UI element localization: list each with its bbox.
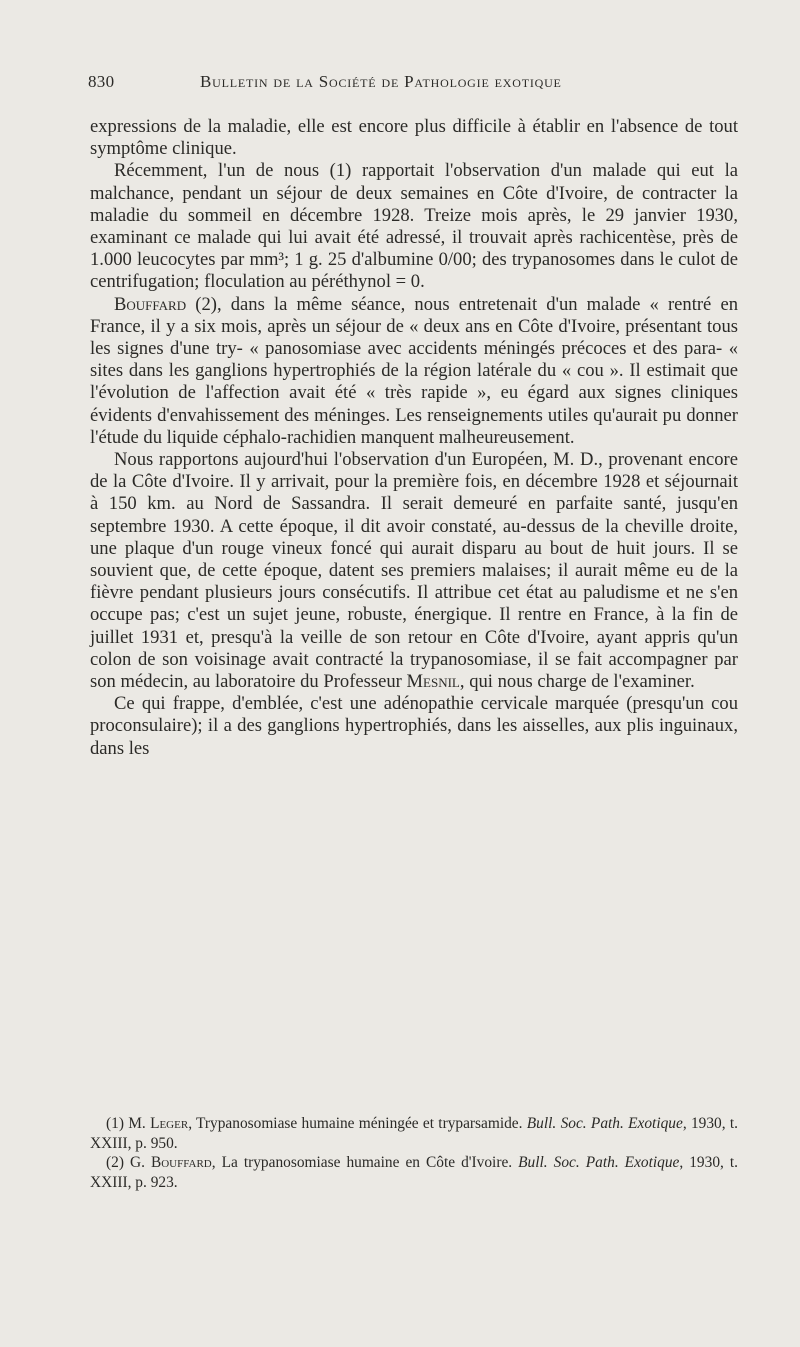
footnote-marker: (2) G. (106, 1154, 151, 1172)
page-number: 830 (88, 72, 115, 91)
paragraph-text: Ce qui frappe, d'emblée, c'est une adénopathie cervicale marquée (presqu'un cou proconsulaire); il a des ganglions hypertrophiés, dans les aisselles, aux plis inguinaux, dans les (90, 693, 738, 759)
paragraph-continued (90, 116, 738, 160)
paragraph-bouffard-case (90, 294, 738, 449)
footnote-author: Bouffard (150, 1154, 212, 1172)
paragraph-text: expressions de la maladie, elle est encore plus difficile à établir en l'absence de tout symptôme clinique. (90, 116, 738, 160)
footnotes (90, 1114, 738, 1192)
paragraph-leger-case (90, 160, 738, 293)
paragraph-text: , qui nous charge de l'examiner. (459, 671, 695, 693)
journal-title: Bulletin de la Société de Pathologie exotique (200, 72, 562, 91)
paragraph-text: Nous rapportons aujourd'hui l'observation d'un Européen, M. D., provenant encore de la Côte d'Ivoire. Il y arrivait, pour la première fois, en décembre 1928 et séjournait à 150 km. au Nord de Sassandra. Il serait demeuré en parfaite santé, jusqu'en septembre 1930. A cette époque, il dit avoir constaté, au-dessus de la cheville droite, une plaque d'un rouge vineux foncé qui aurait disparu au bout de huit jours. Il se souvient que, de cette époque, datent ses premiers malaises; il aurait même eu de la fièvre pendant plusieurs jours consécutifs. Il attribue cet état au paludisme et ne s'en occupe pas; c'est un sujet jeune, robuste, énergique. Il rentre en France, à la fin de juillet 1931 et, presqu'à la veille de son retour en Côte d'Ivoire, ayant appris qu'un colon de son voisinage avait contracté la trypanosomiase, il se fait accompagner par son médecin, au laboratoire du Professeur (90, 449, 738, 693)
footnote (90, 1153, 738, 1192)
footnote-journal: Bull. Soc. Path. Exotique (518, 1154, 680, 1172)
footnote-author: Leger (150, 1115, 189, 1132)
author-name: Bouffard (114, 293, 187, 315)
author-name: Mesnil (406, 671, 460, 693)
footnote-ref: , 1930, t. XXIII, p. 923. (90, 1154, 738, 1191)
paragraph-observation (90, 449, 738, 693)
body-text (90, 116, 738, 760)
footnote-journal: Bull. Soc. Path. Exotique (526, 1115, 683, 1132)
footnote-marker: (1) M. (106, 1115, 151, 1132)
paragraph-text: Récemment, l'un de nous (1) rapportait l'observation d'un malade qui eut la malchance, pendant un séjour de deux semaines en Côte d'Ivoire, de contracter la maladie du sommeil en décembre 1928. Treize mois après, le 29 janvier 1930, examinant ce malade qui lui avait été adressé, il trouvait après rachicentèse, près de 1.000 leucocytes par mm³; 1 g. 25 d'albumine 0/00; des trypanosomes dans le culot de centrifugation; floculation au péréthynol = 0. (90, 160, 738, 293)
paragraph-findings (90, 693, 738, 760)
paragraph-text: (2), dans la même séance, nous entretenait d'un malade « rentré en France, il y a six mois, après un séjour de « deux ans en Côte d'Ivoire, présentant tous les signes d'une try- « panosomiase avec accidents méningés précoces et des para- « sites dans les ganglions hypertrophiés de la région latérale du « cou ». Il estimait que l'évolution de l'affection avait été « très rapide », eu égard aux signes cliniques évidents d'envahissement des méninges. Les renseignements utiles qu'aurait pu donner l'étude du liquide céphalo-rachidien manquent malheureusement. (90, 293, 738, 448)
footnote-ref: , 1930, t. XXIII, p. 950. (90, 1115, 738, 1152)
footnote-text: , Trypanosomiase humaine méningée et tryparsamide. (188, 1115, 527, 1132)
footnote (90, 1114, 738, 1153)
footnote-text: , La trypanosomiase humaine en Côte d'Ivoire. (211, 1154, 519, 1172)
